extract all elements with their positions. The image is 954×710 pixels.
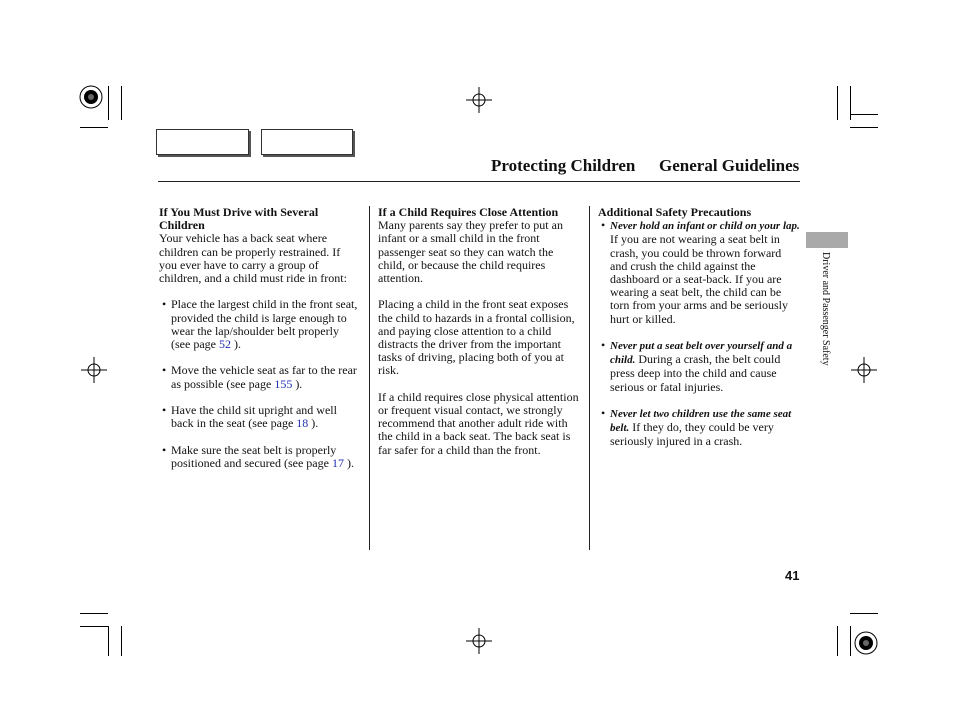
bullet-list <box>598 219 801 448</box>
column-heading: If You Must Drive with Several Children <box>159 205 319 233</box>
header-rule <box>158 181 800 182</box>
list-item: • Place the largest child in the front seat, provided the child is large enough to wear the lap/shoulder belt properly (see page 52 ). <box>162 297 358 352</box>
list-item: • Never let two children use the same seat belt. If they do, they could be very seriously injured in a crash. <box>601 406 792 449</box>
section-title: Protecting Children <box>491 156 636 175</box>
section-tab-label: Driver and Passenger Safety <box>820 252 831 366</box>
column-middle <box>378 206 581 470</box>
paragraph: Placing a child in the front seat exposes the child to hazards in a frontal collision, and paying close attention to a child distracts the driver from the important tasks of driving, placing both of you at risk. <box>378 297 575 378</box>
column-divider <box>589 206 590 550</box>
contents-nav-button[interactable] <box>156 129 249 155</box>
registration-target-icon <box>853 630 879 656</box>
page-number: 41 <box>785 568 800 583</box>
column-heading: If a Child Requires Close Attention <box>378 205 559 219</box>
list-item: • Have the child sit upright and well back in the seat (see page 18 ). <box>162 403 337 431</box>
column-heading: Additional Safety Precautions <box>598 205 752 219</box>
list-item: • Move the vehicle seat as far to the rear as possible (see page 155 ). <box>162 363 357 391</box>
list-item: • Never put a seat belt over yourself and a child. During a crash, the belt could press deep into the child and cause serious or fatal injuries. <box>601 338 793 394</box>
index-nav-button[interactable] <box>261 129 353 155</box>
bullet-icon: • <box>601 218 606 233</box>
crosshair-icon <box>466 628 492 654</box>
paragraph: If a child requires close physical attention or frequent visual contact, we strongly recommend that another adult ride with the child in a back seat. The back seat is far safer for a child than the front. <box>378 389 579 457</box>
crosshair-icon <box>81 357 107 383</box>
list-item: • Make sure the seat belt is properly positioned and secured (see page 17 ). <box>162 442 354 470</box>
column-divider <box>369 206 370 550</box>
bullet-icon: • <box>162 363 167 378</box>
bullet-icon: • <box>601 338 606 353</box>
paragraph: Your vehicle has a back seat where children can be properly restrained. If you ever have to carry a group of children, and a child must ride in front: <box>159 231 347 286</box>
page-link[interactable]: 17 <box>331 455 344 470</box>
column-right <box>598 206 801 462</box>
list-item: • Never hold an infant or child on your lap. If you are not wearing a seat belt in crash, you could be thrown forward and crush the child against the dashboard or a seat-back. If you are wearing a seat belt, the child can be torn from your arms and be seriously hurt or killed. <box>601 218 800 326</box>
bullet-icon: • <box>601 406 606 421</box>
bullet-icon: • <box>162 442 167 457</box>
bullet-list <box>159 298 359 470</box>
crosshair-icon <box>851 357 877 383</box>
page-link[interactable]: 52 <box>218 337 231 352</box>
bullet-icon: • <box>162 297 167 312</box>
crosshair-icon <box>466 87 492 113</box>
page-link[interactable]: 155 <box>274 376 293 391</box>
page-link[interactable]: 18 <box>296 416 309 431</box>
bullet-icon: • <box>162 403 167 417</box>
section-tab[interactable] <box>806 232 848 248</box>
subsection-title: General Guidelines <box>659 156 800 175</box>
registration-target-icon <box>78 84 104 110</box>
column-left <box>159 206 359 483</box>
paragraph: Many parents say they prefer to put an infant or a small child in the front passenger seat so they can watch the child, or because the child requires attention. <box>378 218 563 286</box>
